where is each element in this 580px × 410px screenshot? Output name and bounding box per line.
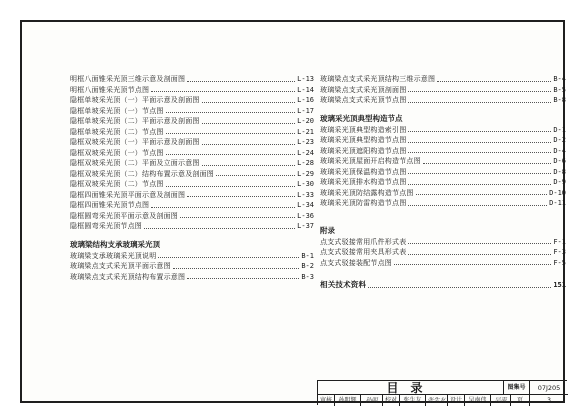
toc-entry-page: L-24 <box>297 148 314 157</box>
title-block-row-main <box>318 381 568 395</box>
leader-dots <box>202 123 296 124</box>
title-block-title: 目录 <box>318 381 504 395</box>
leader-dots <box>166 186 296 187</box>
toc-entry-page: F-1 <box>553 237 566 246</box>
toc-entry-page: 151 <box>553 281 566 289</box>
leader-dots <box>408 205 547 206</box>
leader-dots <box>151 91 295 92</box>
toc-entry[interactable] <box>320 177 566 188</box>
checker-label: 校对 <box>383 395 400 406</box>
leader-dots <box>187 278 299 279</box>
toc-entry[interactable] <box>70 137 314 148</box>
title-block-row-signoff <box>318 395 568 406</box>
toc-entry-title: 明框八面锥采光顶三维示意及剖面图 <box>70 75 186 83</box>
section-heading-glass-beam: 玻璃梁结构支承玻璃采光顶 <box>70 239 160 249</box>
toc-entry-page: L-29 <box>297 169 314 178</box>
atlas-number-label: 图集号 <box>504 381 530 395</box>
toc-entry[interactable] <box>320 156 566 167</box>
atlas-number-value: 07J205 <box>537 384 561 392</box>
toc-entry-page: B-3 <box>301 272 314 281</box>
toc-right-column <box>320 74 566 291</box>
leader-dots <box>408 243 551 244</box>
toc-entry-page: B-4 <box>553 75 566 83</box>
toc-entry-title: 玻璃采光顶屋面开启构造节点图 <box>320 157 421 165</box>
toc-entry[interactable] <box>70 106 314 117</box>
checker-signature: 张生友 <box>426 395 448 406</box>
toc-entry[interactable] <box>320 237 566 248</box>
toc-entry[interactable] <box>320 188 566 199</box>
toc-entry-page: L-33 <box>297 190 314 199</box>
leader-dots <box>408 131 551 132</box>
toc-entry[interactable] <box>320 198 566 209</box>
designer-signature: 吴南 <box>491 395 511 406</box>
toc-entry-title: 隐框单坡采光顶（一）平面示意及剖面图 <box>70 96 200 104</box>
toc-entry[interactable] <box>70 221 314 232</box>
toc-entry-title: 隐框四面锥采光顶平面示意及剖面图 <box>70 190 186 199</box>
leader-dots <box>158 257 299 258</box>
toc-entry-title: 隐框双坡采光顶（二）结构布置示意及剖面图 <box>70 169 214 178</box>
toc-entry-title: 玻璃采光顶防雷构造节点图 <box>320 199 407 207</box>
toc-entry-title: 隐框单坡采光顶（二）节点图 <box>70 127 164 136</box>
toc-entry[interactable] <box>70 148 314 159</box>
leader-dots <box>166 112 296 113</box>
toc-entry-page: D-1 <box>553 125 566 134</box>
toc-entry[interactable] <box>70 85 314 96</box>
toc-entry[interactable] <box>320 135 566 146</box>
leader-dots <box>416 194 548 195</box>
toc-entry-page: L-13 <box>297 75 314 83</box>
toc-entry-page: L-30 <box>297 180 314 188</box>
toc-entry-page: D-2 <box>553 136 566 144</box>
toc-entry-page: F-5 <box>553 258 566 267</box>
toc-entry-page: L-37 <box>297 222 314 230</box>
toc-entry-title: 相关技术资料 <box>320 280 367 289</box>
toc-entry-title: 玻璃采光顶遮阳构造节点图 <box>320 146 407 155</box>
toc-entry-title: 隐框双坡采光顶（二）平面及立面示意图 <box>70 159 200 167</box>
toc-entry-title: 玻璃采光顶防结露构造节点图 <box>320 188 414 197</box>
section-heading-typical-nodes: 玻璃采光顶典型构造节点 <box>320 113 403 123</box>
toc-entry[interactable] <box>320 146 566 157</box>
title-block <box>317 380 567 405</box>
toc-entry-related[interactable] <box>320 280 566 291</box>
toc-entry[interactable] <box>70 158 314 169</box>
toc-entry-page: L-36 <box>297 211 314 220</box>
toc-entry[interactable] <box>320 85 566 96</box>
toc-entry[interactable] <box>70 190 314 201</box>
leader-dots <box>202 165 296 166</box>
toc-entry-title: 玻璃采光顶典型构造索引图 <box>320 125 407 134</box>
toc-entry[interactable] <box>320 258 566 269</box>
toc-entry-page: B-2 <box>301 262 314 270</box>
toc-entry[interactable] <box>70 74 314 85</box>
leader-dots <box>173 268 300 269</box>
toc-entry-title: 点支式驳接常用夹具形式表 <box>320 248 407 256</box>
drawing-sheet <box>20 20 565 403</box>
page-label: 页 <box>511 395 530 406</box>
toc-entry-page: L-14 <box>297 85 314 94</box>
reviewer-name: 孙明辉 <box>335 395 361 406</box>
toc-entry-title: 玻璃梁点支式采光顶节点图 <box>320 96 407 104</box>
toc-entry-page: L-28 <box>297 159 314 167</box>
checker-name: 张生友 <box>400 395 426 406</box>
toc-entry-title: 点支式驳接装配节点图 <box>320 258 392 267</box>
page-number: 3 <box>547 397 551 404</box>
toc-entry[interactable] <box>70 211 314 222</box>
toc-entry[interactable] <box>70 272 314 283</box>
toc-entry-title: 隐框双坡采光顶（二）节点图 <box>70 180 164 188</box>
toc-entry-title: 玻璃采光顶排水构造节点图 <box>320 178 407 186</box>
toc-entry-page: D-8 <box>553 167 566 176</box>
leader-dots <box>423 163 552 164</box>
designer-label: 设计 <box>448 395 465 406</box>
leader-dots <box>408 184 551 185</box>
leader-dots <box>202 144 296 145</box>
toc-entry-page: L-16 <box>297 96 314 104</box>
toc-entry-title: 玻璃采光顶保温构造节点图 <box>320 167 407 176</box>
toc-entry-title: 玻璃采光顶典型构造节点图 <box>320 136 407 144</box>
toc-entry[interactable] <box>70 179 314 190</box>
toc-entry-title: 隐框单坡采光顶（一）节点图 <box>70 106 164 115</box>
leader-dots <box>408 142 551 143</box>
toc-entry-title: 隐框双坡采光顶（一）平面示意及剖面图 <box>70 138 200 146</box>
leader-dots <box>394 264 551 265</box>
toc-entry-page: F-3 <box>553 248 566 256</box>
toc-entry-page: L-20 <box>297 117 314 125</box>
leader-dots <box>187 196 295 197</box>
toc-entry-title: 玻璃梁支承玻璃采光顶说明 <box>70 251 157 260</box>
toc-entry[interactable] <box>70 127 314 138</box>
toc-entry[interactable] <box>70 95 314 106</box>
toc-entry[interactable] <box>70 116 314 127</box>
designer-name: 吴南伟 <box>465 395 491 406</box>
leader-dots <box>187 81 295 82</box>
toc-entry-title: 隐框单坡采光顶（二）平面示意及剖面图 <box>70 117 200 125</box>
toc-entry-title: 明框八面锥采光顶节点图 <box>70 85 150 94</box>
reviewer-label: 审核 <box>318 395 335 406</box>
toc-entry-title: 玻璃梁点支式采光顶结构布置示意图 <box>70 272 186 281</box>
toc-entry[interactable] <box>320 247 566 258</box>
toc-entry-page: D-11 <box>549 199 566 207</box>
toc-entry-title: 玻璃梁点支式采光顶结构三维示意图 <box>320 75 436 83</box>
toc-entry-page: L-17 <box>297 106 314 115</box>
toc-entry-title: 玻璃梁点支式采光顶剖面图 <box>320 85 407 94</box>
toc-entry[interactable] <box>70 200 314 211</box>
toc-entry[interactable] <box>320 74 566 85</box>
reviewer-signature: 孙明 <box>361 395 383 406</box>
toc-entry-page: L-34 <box>297 201 314 209</box>
toc-entry[interactable] <box>320 167 566 178</box>
toc-left-column <box>70 74 314 282</box>
leader-dots <box>408 91 551 92</box>
toc-entry[interactable] <box>70 251 314 262</box>
toc-entry[interactable] <box>70 261 314 272</box>
leader-dots <box>144 228 295 229</box>
leader-dots <box>408 102 551 103</box>
toc-entry-title: 隐框双坡采光顶（一）节点图 <box>70 148 164 157</box>
toc-entry-page: D-4 <box>553 146 566 155</box>
toc-entry-page: B-1 <box>301 251 314 260</box>
leader-dots <box>216 175 295 176</box>
toc-entry-page: L-21 <box>297 127 314 136</box>
toc-entry-title: 隐框圆弯采光顶节点图 <box>70 222 142 230</box>
leader-dots <box>180 217 295 218</box>
leader-dots <box>166 133 296 134</box>
toc-entry-title: 点支式驳接常用爪件形式表 <box>320 237 407 246</box>
toc-entry-title: 隐框四面锥采光顶节点图 <box>70 201 150 209</box>
leader-dots <box>166 154 296 155</box>
toc-entry[interactable] <box>320 125 566 136</box>
toc-entry[interactable] <box>70 169 314 180</box>
toc-entry-page: B-5 <box>553 85 566 94</box>
leader-dots <box>408 173 551 174</box>
section-heading-appendix: 附录 <box>320 225 335 235</box>
leader-dots <box>408 254 551 255</box>
leader-dots <box>151 207 295 208</box>
leader-dots <box>368 287 551 288</box>
leader-dots <box>437 81 551 82</box>
leader-dots <box>202 102 296 103</box>
toc-entry-title: 玻璃梁点支式采光顶平面示意图 <box>70 262 171 270</box>
toc-entry-page: B-8 <box>553 96 566 104</box>
toc-entry[interactable] <box>320 95 566 106</box>
toc-entry-page: L-23 <box>297 138 314 146</box>
leader-dots <box>408 152 551 153</box>
toc-entry-page: D-10 <box>549 188 566 197</box>
toc-entry-page: D-6 <box>553 157 566 165</box>
toc-entry-page: D-9 <box>553 178 566 186</box>
toc-entry-title: 隐框圆弯采光顶平面示意及剖面图 <box>70 211 178 220</box>
